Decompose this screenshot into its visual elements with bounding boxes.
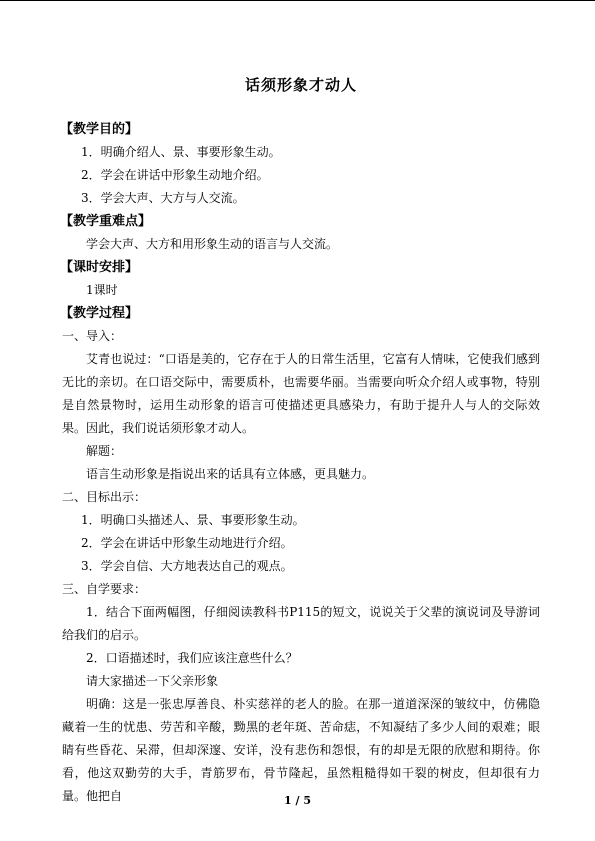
self-study-item: 1．结合下面两幅图，仔细阅读教科书P115的短文，说说关于父辈的演说词及导游词给我们的启示。 (62, 605, 540, 642)
document-title: 话须形象才动人 (244, 76, 357, 94)
schedule-heading: 【课时安排】 (60, 260, 139, 275)
goals-label: 二、目标出示： (62, 490, 147, 504)
goal-item: 1．明确口头描述人、景、事要形象生动。 (81, 513, 305, 527)
describe-prompt: 请大家描述一下父亲形象 (86, 674, 219, 688)
document-body (62, 118, 540, 808)
explain-paragraph: 语言生动形象是指说出来的话具有立体感，更具魅力。 (86, 467, 375, 481)
objective-item: 2．学会在讲话中形象生动地介绍。 (81, 168, 269, 182)
objective-item: 1．明确介绍人、景、事要形象生动。 (81, 145, 281, 159)
key-points-heading: 【教学重难点】 (60, 214, 152, 229)
explain-label: 解题： (86, 444, 123, 458)
page-number: 1 / 5 (284, 794, 311, 807)
intro-paragraph: 艾青也说过：“口语是美的，它存在于人的日常生活里，它富有人情味，它使我们感到无比的亲切。在口语交际中，需要质朴，也需要华丽。当需要向听众介绍人或事物，特别是自然景物时，运用生动形象的语言可使描述更具感染力，有助于提升人与人的交际效果。因此，我们说话须形象才动人。 (62, 352, 540, 435)
schedule-text: 1课时 (86, 283, 118, 297)
self-study-item: 2．口语描述时，我们应该注意些什么？ (86, 651, 298, 665)
objectives-heading: 【教学目的】 (60, 122, 139, 137)
header-rule (0, 0, 595, 1)
intro-label: 一、导入： (62, 329, 123, 343)
goal-item: 3．学会自信、大方地表达自己的观点。 (81, 559, 293, 573)
process-heading: 【教学过程】 (60, 306, 139, 321)
key-points-text: 学会大声、大方和用形象生动的语言与人交流。 (86, 237, 339, 251)
objective-item: 3．学会大声、大方与人交流。 (81, 191, 245, 205)
answer-paragraph: 明确：这是一张忠厚善良、朴实慈祥的老人的脸。在那一道道深深的皱纹中，仿佛隐藏着一生的忧患、劳苦和辛酸，黝黑的老年斑、苦命痣，不知凝结了多少人间的艰难；眼睛有些昏花、呆滞，但却深邃、安详，没有悲伤和怨恨，有的却是无限的欣慰和期待。你看，他这双勤劳的大手，青筋罗布，骨节隆起，虽然粗糙得如干裂的树皮，但却很有力量。他把自 (62, 697, 540, 803)
goal-item: 2．学会在讲话中形象生动地进行介绍。 (81, 536, 293, 550)
self-study-label: 三、自学要求： (62, 582, 147, 596)
